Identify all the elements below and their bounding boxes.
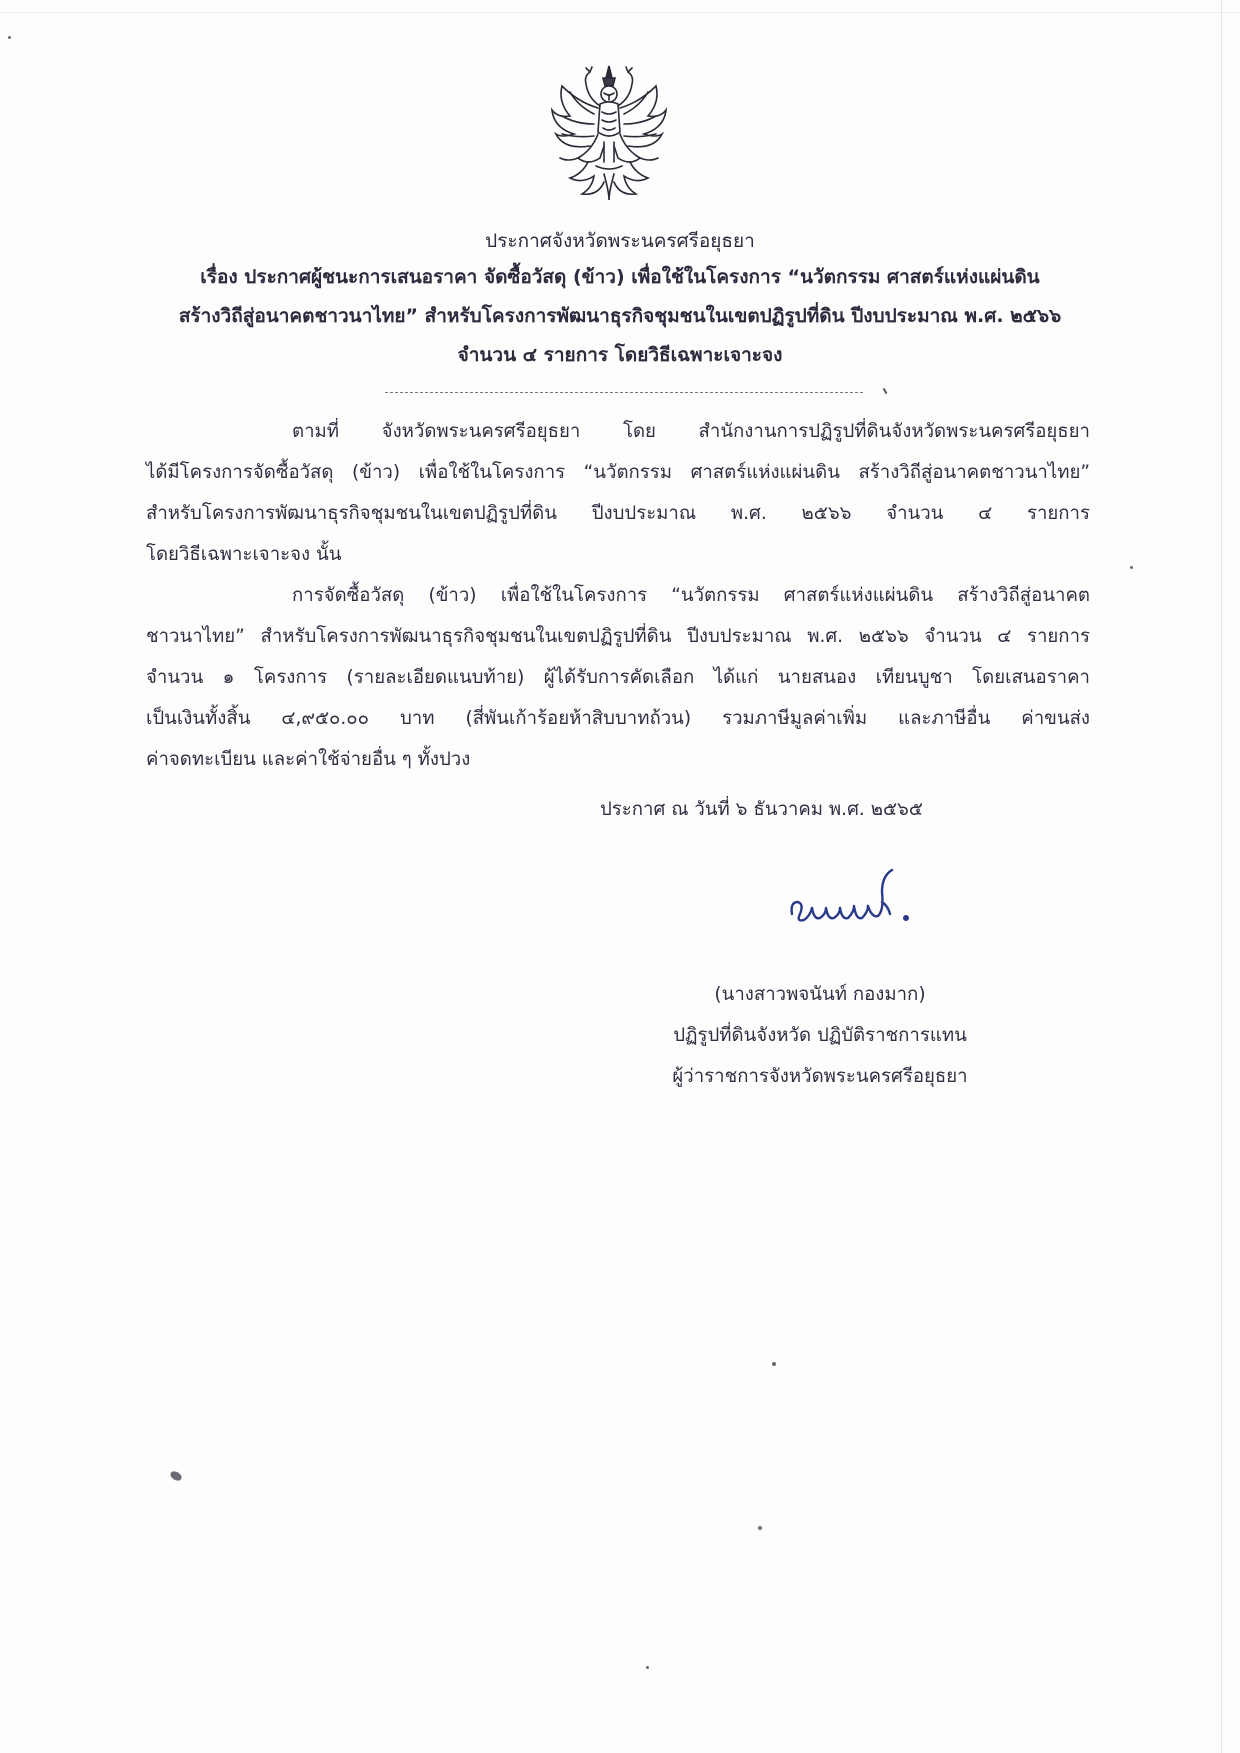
signatory-position-2: ผู้ว่าราชการจังหวัดพระนครศรีอยุธยา — [672, 1066, 968, 1087]
scan-speck — [169, 1470, 183, 1483]
paragraph-2-line-4: เป็นเงินทั้งสิ้น ๔,๙๕๐.๐๐ บาท (สี่พันเก้าร้อยห้าสิบบาทถ้วน) รวมภาษีมูลค่าเพิ่ม และภาษีอื่น ค่าขนส่ง — [146, 708, 1090, 729]
scan-speck — [758, 1526, 762, 1530]
announce-date: ประกาศ ณ วันที่ ๖ ธันวาคม พ.ศ. ๒๕๖๕ — [600, 799, 923, 820]
signatory-name: (นางสาวพจนันท์ กองมาก) — [714, 984, 926, 1005]
divider-mark — [883, 388, 888, 394]
paragraph-2-line-1: การจัดซื้อวัสดุ (ข้าว) เพื่อใช้ในโครงการ “นวัตกรรม ศาสตร์แห่งแผ่นดิน สร้างวิถีสู่อนาคต — [292, 585, 1090, 606]
paragraph-1-line-4: โดยวิธีเฉพาะเจาะจง นั้น — [146, 544, 342, 565]
paragraph-2-line-3: จำนวน ๑ โครงการ (รายละเอียดแนบท้าย) ผู้ได้รับการคัดเลือก ได้แก่ นายสนอง เทียนบูชา โดยเสนอราคา — [146, 667, 1090, 688]
paragraph-2-line-5: ค่าจดทะเบียน และค่าใช้จ่ายอื่น ๆ ทั้งปวง — [146, 749, 471, 770]
scan-speck — [8, 36, 11, 39]
scan-edge-right — [1221, 0, 1222, 1753]
signatory-position-1: ปฏิรูปที่ดินจังหวัด ปฏิบัติราชการแทน — [673, 1025, 967, 1046]
scan-edge-top — [0, 12, 1240, 13]
scan-speck — [772, 1362, 776, 1366]
paragraph-1-line-2: ได้มีโครงการจัดซื้อวัสดุ (ข้าว) เพื่อใช้ในโครงการ “นวัตกรรม ศาสตร์แห่งแผ่นดิน สร้างวิถีสู่อนาคตชาวนาไทย” — [146, 462, 1090, 483]
paragraph-1-line-3: สำหรับโครงการพัฒนาธุรกิจชุมชนในเขตปฏิรูปที่ดิน ปีงบประมาณ พ.ศ. ๒๕๖๖ จำนวน ๔ รายการ — [146, 503, 1090, 524]
paragraph-1-line-1: ตามที่ จังหวัดพระนครศรีอยุธยา โดย สำนักงานการปฏิรูปที่ดินจังหวัดพระนครศรีอยุธยา — [292, 421, 1090, 442]
subject-line-1: เรื่อง ประกาศผู้ชนะการเสนอราคา จัดซื้อวัสดุ (ข้าว) เพื่อใช้ในโครงการ “นวัตกรรม ศาสตร์แห่งแผ่นดิน — [200, 266, 1040, 288]
header-divider — [385, 392, 863, 393]
garuda-emblem-icon — [548, 62, 670, 204]
subject-line-2: สร้างวิถีสู่อนาคตชาวนาไทย” สำหรับโครงการพัฒนาธุรกิจชุมชนในเขตปฏิรูปที่ดิน ปีงบประมาณ พ.ศ. ๒๕๖๖ — [178, 305, 1062, 327]
scan-speck — [646, 1666, 649, 1669]
scan-speck — [1130, 566, 1133, 569]
subject-line-3: จำนวน ๔ รายการ โดยวิธีเฉพาะเจาะจง — [457, 344, 783, 366]
org-title: ประกาศจังหวัดพระนครศรีอยุธยา — [485, 230, 755, 252]
handwritten-signature-icon — [782, 862, 932, 942]
paragraph-2-line-2: ชาวนาไทย” สำหรับโครงการพัฒนาธุรกิจชุมชนในเขตปฏิรูปที่ดิน ปีงบประมาณ พ.ศ. ๒๕๖๖ จำนวน ๔ รายการ — [146, 626, 1090, 647]
